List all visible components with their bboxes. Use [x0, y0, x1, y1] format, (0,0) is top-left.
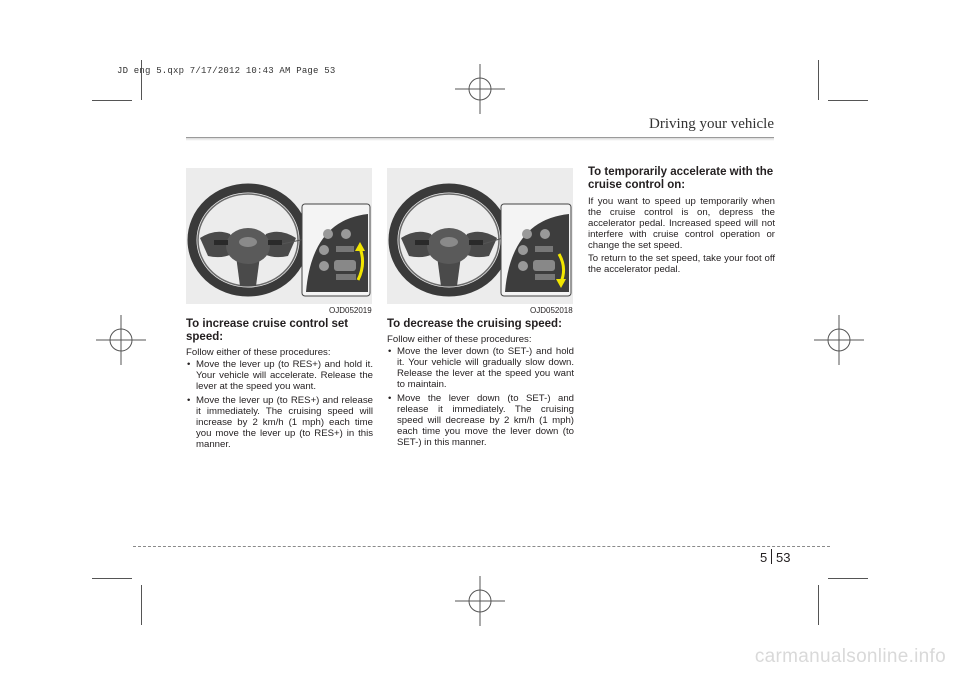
paragraph: If you want to speed up temporarily when the cruise control is on, depress the accelerator pedal. Increased speed will not interfere with cruise control operation or change the set speed.: [588, 196, 775, 251]
list-item: • Move the lever up (to RES+) and release it immediately. The cruising speed will increase by 2 km/h (1 mph) each time you move the lever up (to RES+) in this manner.: [186, 395, 373, 450]
paragraph: To return to the set speed, take your foot off the accelerator pedal.: [588, 253, 775, 275]
section-heading: To temporarily accelerate with the cruise control on:: [588, 166, 774, 191]
list-item: • Move the lever up (to RES+) and hold it. Your vehicle will accelerate. Release the lever at the speed you want.: [186, 359, 373, 392]
column-temporary-accelerate: [588, 166, 775, 275]
column-decrease-speed: [387, 318, 574, 451]
procedure-list: [186, 359, 373, 450]
procedure-list: [387, 346, 574, 448]
lever-up-arrow: [186, 168, 372, 304]
section-heading: To increase cruise control set speed:: [186, 318, 349, 343]
registration-mark-top: [455, 64, 505, 114]
figure-steering-wheel-res: [186, 168, 372, 304]
registration-mark-left: [96, 315, 146, 365]
chapter-number: 5: [760, 550, 768, 565]
watermark: carmanualsonline.info: [754, 646, 946, 667]
intro-text: Follow either of these procedures:: [186, 347, 331, 358]
registration-mark-right: [814, 315, 864, 365]
list-item: • Move the lever down (to SET-) and release it immediately. The cruising speed will decrease by 2 km/h (1 mph) each time you move the lever down (to SET-) in this manner.: [387, 393, 574, 448]
list-item: • Move the lever down (to SET-) and hold it. Your vehicle will gradually slow down. Release the lever at the speed you want to maintain.: [387, 346, 574, 390]
footer-rule: [133, 546, 830, 547]
header-rule-shadow: [186, 138, 774, 141]
lever-down-arrow: [387, 168, 573, 304]
page-number: 53: [776, 550, 791, 565]
print-slug: JD eng 5.qxp 7/17/2012 10:43 AM Page 53: [117, 66, 336, 76]
registration-mark-bottom: [455, 576, 505, 626]
intro-text: Follow either of these procedures:: [387, 334, 532, 345]
figure-code: OJD052018: [530, 306, 573, 315]
figure-steering-wheel-set: [387, 168, 573, 304]
section-title: Driving your vehicle: [649, 116, 774, 132]
figure-code: OJD052019: [329, 306, 372, 315]
column-increase-speed: [186, 318, 373, 453]
section-heading: To decrease the cruising speed:: [387, 318, 562, 330]
page-number-divider: [771, 549, 772, 564]
